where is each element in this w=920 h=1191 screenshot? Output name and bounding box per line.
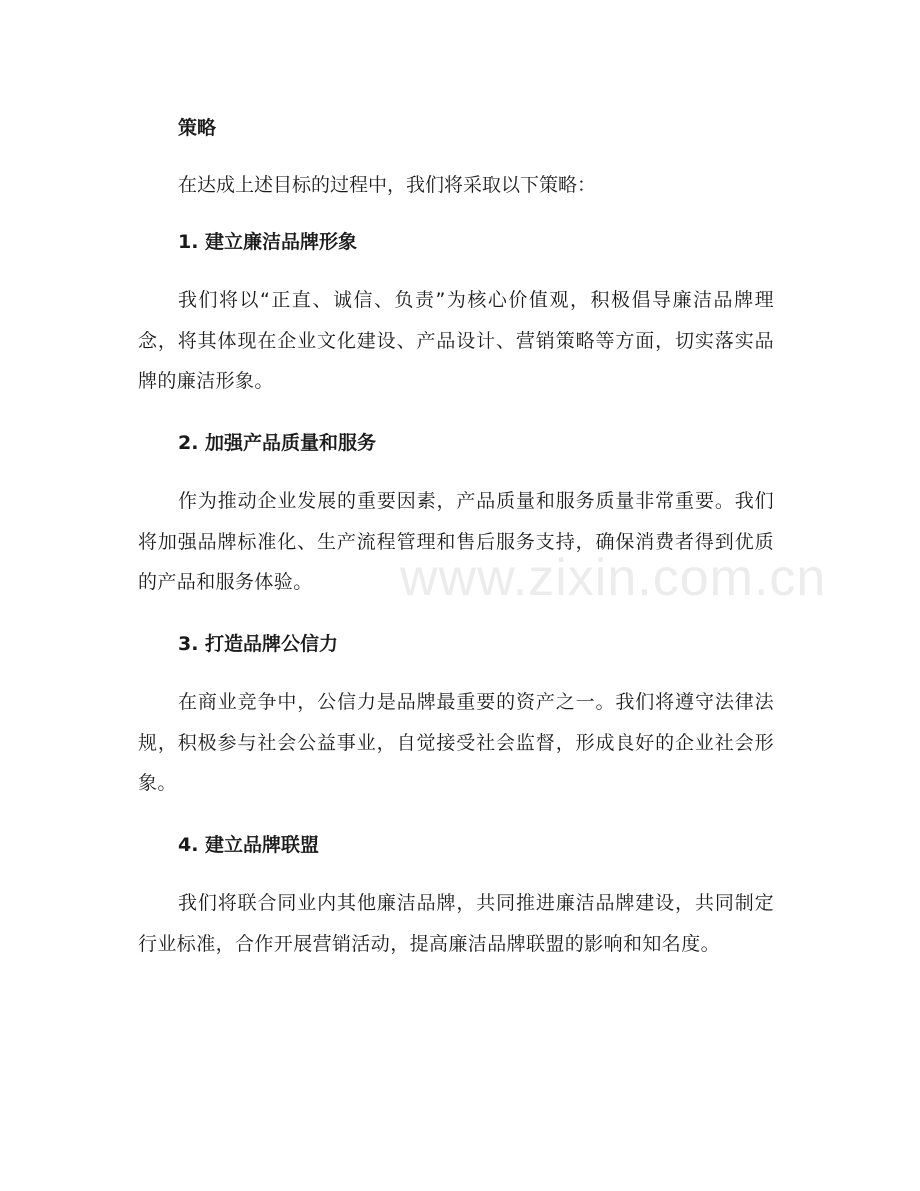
item-body-4: 我们将联合同业内其他廉洁品牌，共同推进廉洁品牌建设，共同制定行业标准，合作开展营销活动，提高廉洁品牌联盟的影响和知名度。 — [138, 892, 774, 955]
intro-text: 在达成上述目标的过程中，我们将采取以下策略： — [178, 174, 597, 196]
item-body-2: 作为推动企业发展的重要因素，产品质量和服务质量非常重要。我们将加强品牌标准化、生产流程管理和售后服务支持，确保消费者得到优质的产品和服务体验。 — [138, 490, 774, 593]
item-heading-2: 2. 加强产品质量和服务 — [178, 432, 377, 454]
item-heading-3: 3. 打造品牌公信力 — [178, 633, 339, 655]
item-heading-1: 1. 建立廉洁品牌形象 — [178, 231, 358, 253]
section-title: 策略 — [178, 117, 217, 139]
item-heading-4: 4. 建立品牌联盟 — [178, 834, 320, 856]
watermark-text: www.zixin.com.cn — [400, 549, 827, 607]
item-body-3: 在商业竞争中，公信力是品牌最重要的资产之一。我们将遵守法律法规，积极参与社会公益事业，自觉接受社会监督，形成良好的企业社会形象。 — [138, 691, 774, 794]
item-body-1: 我们将以“正直、诚信、负责”为核心价值观，积极倡导廉洁品牌理念，将其体现在企业文化建设、产品设计、营销策略等方面，切实落实品牌的廉洁形象。 — [138, 289, 774, 392]
